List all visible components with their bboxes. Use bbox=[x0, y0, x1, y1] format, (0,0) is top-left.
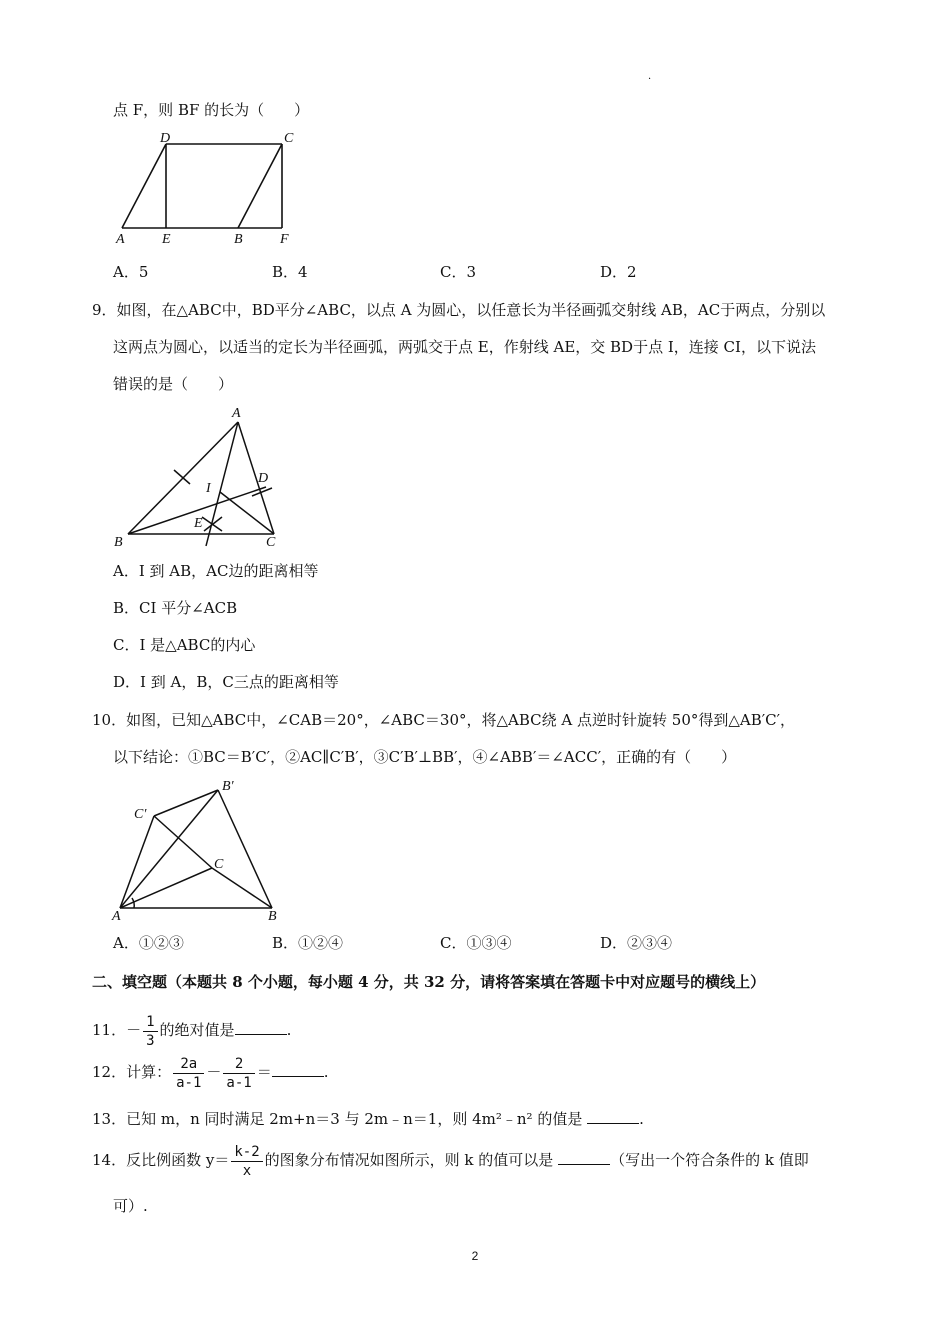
q11-suffix: 的绝对值是 bbox=[159, 1021, 235, 1039]
q13-text: 13．已知 m，n 同时满足 2m+n＝3 与 2m﹣n＝1，则 4m²﹣n² 的值是 bbox=[92, 1110, 583, 1128]
q12-equals: ＝ bbox=[256, 1063, 272, 1081]
q12-prefix: 12．计算： bbox=[92, 1063, 172, 1081]
q8-figure bbox=[110, 132, 310, 248]
q8-label-b: B bbox=[234, 232, 243, 247]
q9-label-e: E bbox=[194, 516, 203, 531]
q9-option-d[interactable]: D．I 到 A，B，C三点的距离相等 bbox=[113, 673, 339, 691]
page-number: 2 bbox=[471, 1249, 479, 1263]
q10-label-c-prime: C′ bbox=[134, 807, 147, 822]
q9-stem-line3: 错误的是（ ） bbox=[113, 375, 234, 393]
q14-prefix: 14．反比例函数 y＝ bbox=[92, 1151, 230, 1169]
q9-label-a: A bbox=[232, 406, 241, 421]
q9-label-c: C bbox=[266, 535, 276, 550]
q14-numerator: k-2 bbox=[231, 1143, 262, 1162]
q11-numerator: 1 bbox=[143, 1013, 157, 1032]
q9-option-c[interactable]: C．I 是△ABC的内心 bbox=[113, 636, 256, 654]
q11-denominator: 3 bbox=[146, 1032, 155, 1049]
q8-stem-tail: 点 F，则 BF 的长为（ ） bbox=[113, 101, 310, 119]
q9-option-b[interactable]: B．CI 平分∠ACB bbox=[113, 599, 238, 617]
q8-option-a[interactable]: A．5 bbox=[113, 263, 149, 281]
q13-end: . bbox=[639, 1110, 644, 1128]
q9-label-d: D bbox=[258, 471, 269, 486]
q9-label-b: B bbox=[114, 535, 123, 550]
q14-mid: 的图象分布情况如图所示，则 k 的值可以是 bbox=[264, 1151, 554, 1169]
q12-denominator-1: a-1 bbox=[176, 1074, 202, 1091]
q14 bbox=[92, 1142, 809, 1180]
q12-minus: － bbox=[206, 1063, 222, 1081]
q9-stem-line2: 这两点为圆心，以适当的定长为半径画弧，两弧交于点 E，作射线 AE，交 BD于点 I，连接 CI，以下说法 bbox=[113, 338, 816, 356]
q9-label-i: I bbox=[206, 481, 211, 496]
q10-stem-line2: 以下结论：①BC＝B′C′，②AC∥C′B′，③C′B′⊥BB′，④∠ABB′＝∠ACC′，正确的有（ ） bbox=[113, 748, 737, 766]
q9-stem-line1: 9．如图，在△ABC中，BD平分∠ABC，以点 A 为圆心，以任意长为半径画弧交射线 AB，AC于两点，分别以 bbox=[92, 301, 826, 319]
q14-tail: （写出一个符合条件的 k 值即 bbox=[610, 1151, 809, 1169]
q11-prefix: 11． bbox=[92, 1021, 127, 1039]
q14-line2: 可）. bbox=[113, 1197, 148, 1215]
q11-end: . bbox=[286, 1021, 292, 1039]
q10-option-b[interactable]: B．①②④ bbox=[272, 934, 344, 952]
q10-option-d[interactable]: D．②③④ bbox=[600, 934, 673, 952]
q8-option-b[interactable]: B．4 bbox=[272, 263, 308, 281]
q10-option-a[interactable]: A．①②③ bbox=[113, 934, 184, 952]
q12-numerator-1: 2a bbox=[173, 1055, 204, 1074]
q9-figure bbox=[108, 400, 308, 550]
q8-option-c[interactable]: C．3 bbox=[440, 263, 477, 281]
q10-label-a: A bbox=[112, 909, 121, 922]
q11-minus: － bbox=[126, 1021, 142, 1039]
q13 bbox=[92, 1109, 644, 1129]
q12 bbox=[92, 1054, 329, 1092]
q12-numerator-2: 2 bbox=[223, 1055, 254, 1074]
q10-figure bbox=[108, 772, 298, 922]
q10-label-c: C bbox=[214, 857, 224, 872]
q10-option-c[interactable]: C．①③④ bbox=[440, 934, 512, 952]
q12-end: . bbox=[323, 1063, 329, 1081]
q9-option-a[interactable]: A．I 到 AB，AC边的距离相等 bbox=[113, 562, 319, 580]
page-top-mark: · bbox=[648, 74, 652, 85]
q12-fraction-1 bbox=[173, 1055, 204, 1092]
q8-label-a: A bbox=[116, 232, 125, 247]
q11-fraction bbox=[143, 1013, 157, 1050]
q13-answer-blank[interactable] bbox=[587, 1109, 639, 1124]
q12-answer-blank[interactable] bbox=[272, 1062, 324, 1077]
q10-label-b: B bbox=[268, 909, 277, 922]
q12-denominator-2: a-1 bbox=[226, 1074, 252, 1091]
q12-fraction-2 bbox=[223, 1055, 254, 1092]
q14-denominator: x bbox=[242, 1162, 252, 1179]
section2-heading: 二、填空题（本题共 8 个小题，每小题 4 分，共 32 分，请将答案填在答题卡中对应题号的横线上） bbox=[92, 973, 766, 991]
q10-stem-line1: 10．如图，已知△ABC中，∠CAB＝20°，∠ABC＝30°，将△ABC绕 A 点逆时针旋转 50°得到△AB′C′， bbox=[92, 711, 796, 729]
q14-answer-blank[interactable] bbox=[558, 1150, 610, 1165]
q8-label-d: D bbox=[160, 132, 171, 146]
q8-label-f: F bbox=[280, 232, 289, 247]
q10-label-b-prime: B′ bbox=[222, 779, 234, 794]
q14-fraction bbox=[231, 1143, 262, 1180]
q8-label-e: E bbox=[162, 232, 171, 247]
q11-answer-blank[interactable] bbox=[235, 1020, 287, 1035]
q8-option-d[interactable]: D．2 bbox=[600, 263, 637, 281]
q11 bbox=[92, 1012, 291, 1050]
q8-label-c: C bbox=[284, 132, 294, 146]
